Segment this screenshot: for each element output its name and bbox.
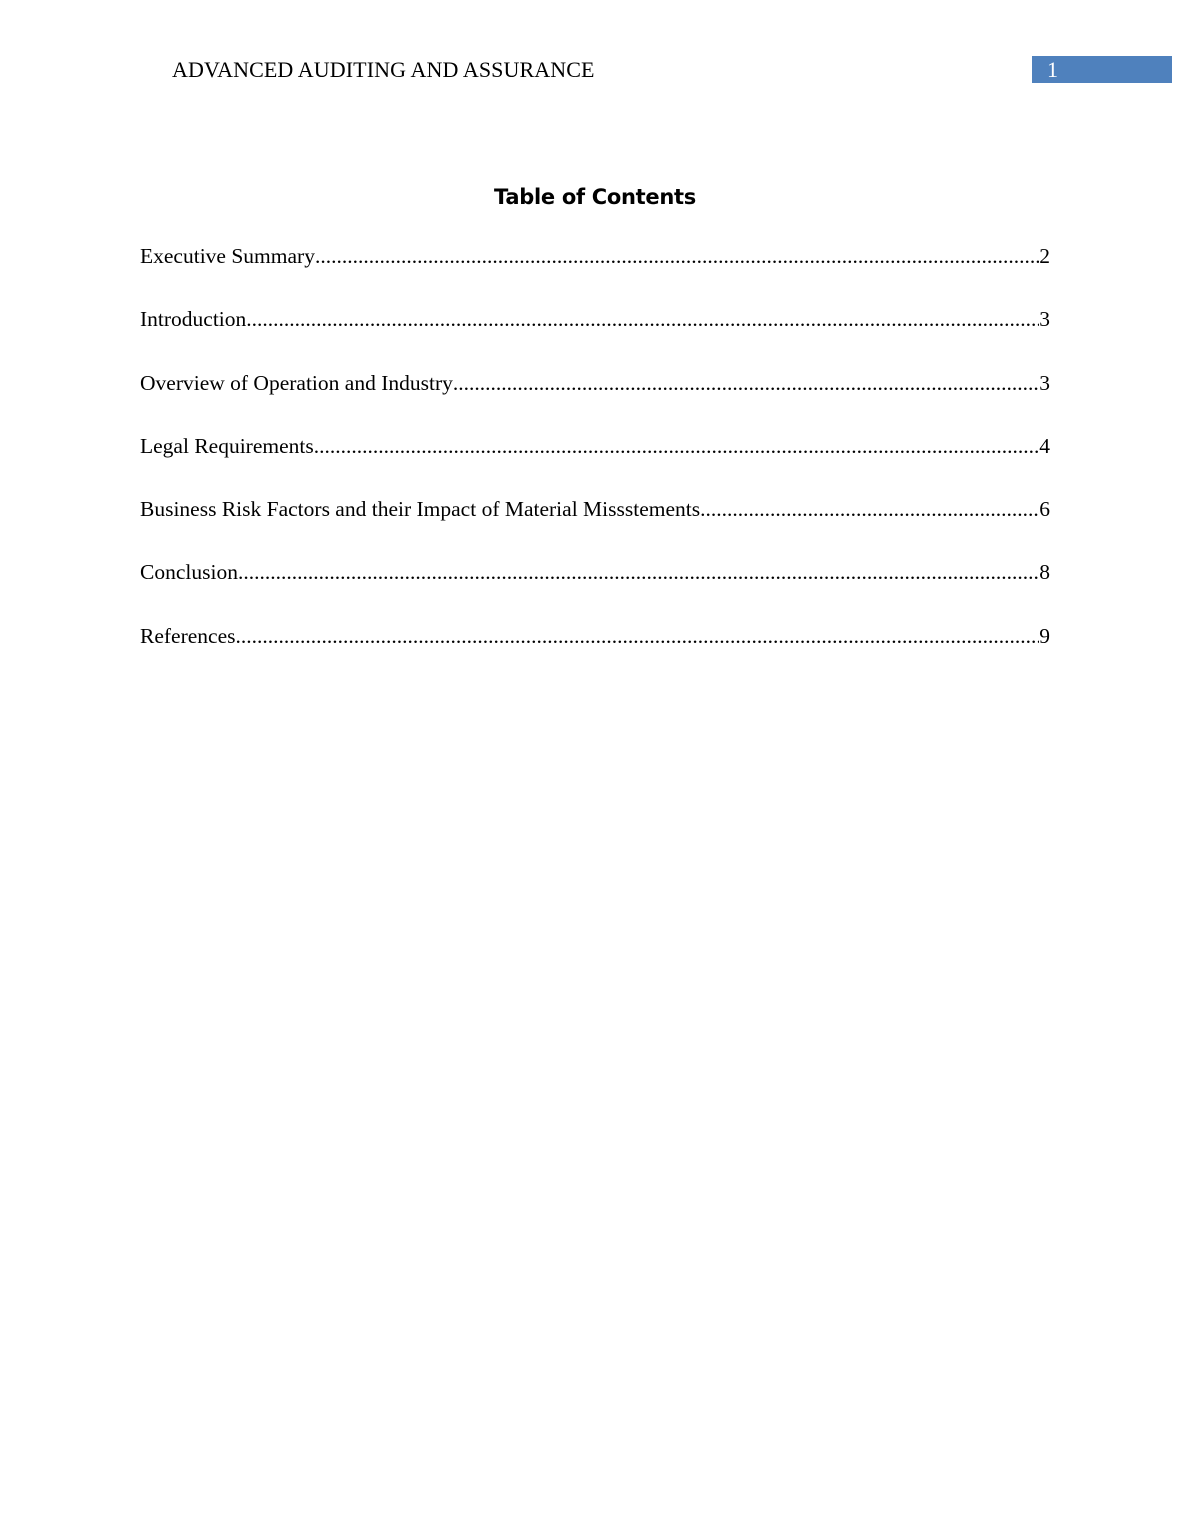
toc-dot-leader xyxy=(238,557,1039,587)
toc-entry-page: 8 xyxy=(1039,560,1050,585)
toc-entry-page: 4 xyxy=(1039,433,1050,458)
toc-entry-label: References xyxy=(140,623,236,648)
toc-dot-leader xyxy=(246,304,1039,334)
toc-entry-label: Conclusion xyxy=(140,560,238,585)
toc-heading: Table of Contents xyxy=(494,185,696,209)
toc-entry-page: 6 xyxy=(1039,497,1050,522)
toc-entry-references[interactable] xyxy=(140,621,1050,684)
toc-entry-executive-summary[interactable] xyxy=(140,241,1050,304)
toc-entry-conclusion[interactable] xyxy=(140,557,1050,620)
toc-list xyxy=(140,241,1050,684)
toc-entry-business-risk-factors[interactable] xyxy=(140,494,1050,557)
toc-entry-label: Executive Summary xyxy=(140,244,315,268)
toc-entry-label: Legal Requirements xyxy=(140,433,314,458)
toc-dot-leader xyxy=(453,368,1039,398)
toc-dot-leader xyxy=(314,431,1040,461)
toc-dot-leader xyxy=(700,494,1039,524)
toc-entry-page: 3 xyxy=(1039,307,1050,332)
toc-entry-page: 9 xyxy=(1039,623,1050,648)
toc-entry-label: Introduction xyxy=(140,307,247,332)
toc-entry-page: 3 xyxy=(1039,370,1050,395)
toc-dot-leader xyxy=(315,241,1039,271)
toc-entry-page: 2 xyxy=(1039,244,1050,268)
toc-entry-label: Overview of Operation and Industry xyxy=(140,370,453,395)
page-number: 1 xyxy=(1047,57,1058,82)
toc-entry-label: Business Risk Factors and their Impact of Material Missstements xyxy=(140,497,701,522)
toc-entry-overview[interactable] xyxy=(140,368,1050,431)
toc-entry-legal-requirements[interactable] xyxy=(140,431,1050,494)
page-number-box xyxy=(1032,56,1172,83)
toc-dot-leader xyxy=(236,621,1040,651)
running-head: ADVANCED AUDITING AND ASSURANCE xyxy=(172,57,595,82)
toc-entry-introduction[interactable] xyxy=(140,304,1050,367)
